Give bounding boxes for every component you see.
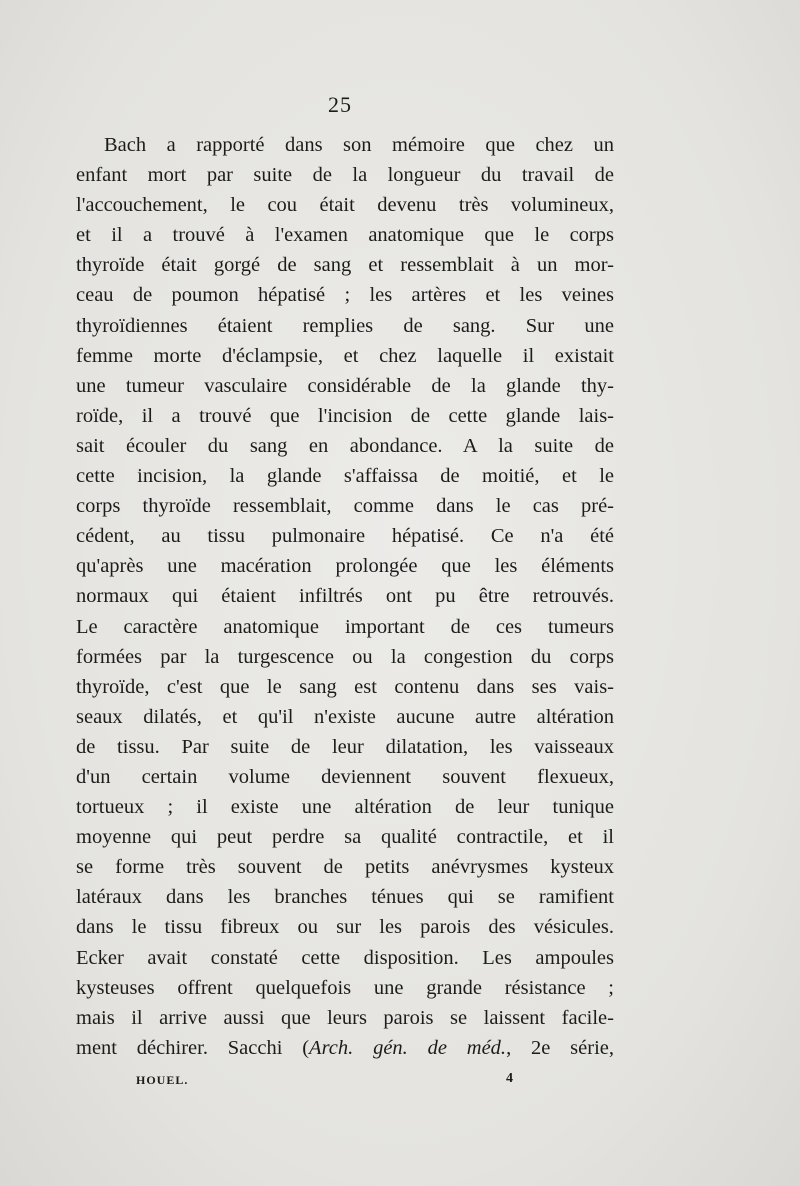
page-number: 25	[328, 92, 352, 117]
text-line: Le caractère anatomique important de ces tumeurs	[76, 615, 614, 638]
text-line: thyroïde était gorgé de sang et ressemblait à un mor-	[76, 254, 614, 277]
text-line: Ecker avait constaté cette disposition. Les ampoules	[76, 946, 614, 969]
text-line: enfant mort par suite de la longueur du travail de	[76, 164, 614, 187]
text-line: kysteuses offrent quelquefois une grande résistance ;	[76, 976, 614, 999]
text-line: de tissu. Par suite de leur dilatation, les vaisseaux	[76, 735, 614, 758]
text-line: se forme très souvent de petits anévrysmes kysteux	[76, 856, 614, 879]
text-line: seaux dilatés, et qu'il n'existe aucune autre altération	[76, 705, 614, 728]
text-line: corps thyroïde ressemblait, comme dans le cas pré-	[76, 495, 614, 518]
text-line-end: , 2e série,	[506, 1036, 614, 1059]
text-line: dans le tissu fibreux ou sur les parois des vésicules.	[76, 916, 614, 939]
text-line: Bach a rapporté dans son mémoire que chez un	[104, 134, 614, 156]
journal-citation: Arch. gén. de méd.	[309, 1036, 507, 1059]
text-line: ceau de poumon hépatisé ; les artères et les veines	[76, 284, 614, 307]
text-line: d'un certain volume deviennent souvent flexueux,	[76, 765, 614, 788]
text-line: sait écouler du sang en abondance. A la suite de	[76, 434, 614, 457]
printer-signature: HOUEL.	[136, 1073, 189, 1087]
text-line: mais il arrive aussi que leurs parois se laissent facile-	[76, 1006, 614, 1029]
text-line: femme morte d'éclampsie, et chez laquelle il existait	[76, 344, 614, 367]
text-line: normaux qui étaient infiltrés ont pu être retrouvés.	[76, 585, 614, 608]
text-line: latéraux dans les branches ténues qui se ramifient	[76, 886, 614, 909]
text-line: thyroïde, c'est que le sang est contenu dans ses vais-	[76, 675, 614, 698]
body-paragraph	[76, 130, 614, 1063]
text-line: thyroïdiennes étaient remplies de sang. Sur une	[76, 314, 614, 337]
text-line: moyenne qui peut perdre sa qualité contractile, et il	[76, 826, 614, 849]
text-line: tortueux ; il existe une altération de leur tunique	[76, 796, 614, 819]
text-line	[76, 1033, 614, 1063]
text-line-start: ment déchirer. Sacchi (	[76, 1036, 310, 1059]
text-line: une tumeur vasculaire considérable de la glande thy-	[76, 374, 614, 397]
text-line: formées par la turgescence ou la congestion du corps	[76, 645, 614, 668]
sheet-number: 4	[506, 1071, 514, 1086]
text-line: roïde, il a trouvé que l'incision de cette glande lais-	[76, 404, 614, 427]
text-line: cette incision, la glande s'affaissa de moitié, et le	[76, 465, 614, 488]
text-line: et il a trouvé à l'examen anatomique que le corps	[76, 224, 614, 247]
text-line: qu'après une macération prolongée que les éléments	[76, 555, 614, 578]
text-line: l'accouchement, le cou était devenu très volumineux,	[76, 194, 614, 217]
text-line: cédent, au tissu pulmonaire hépatisé. Ce n'a été	[76, 525, 614, 548]
